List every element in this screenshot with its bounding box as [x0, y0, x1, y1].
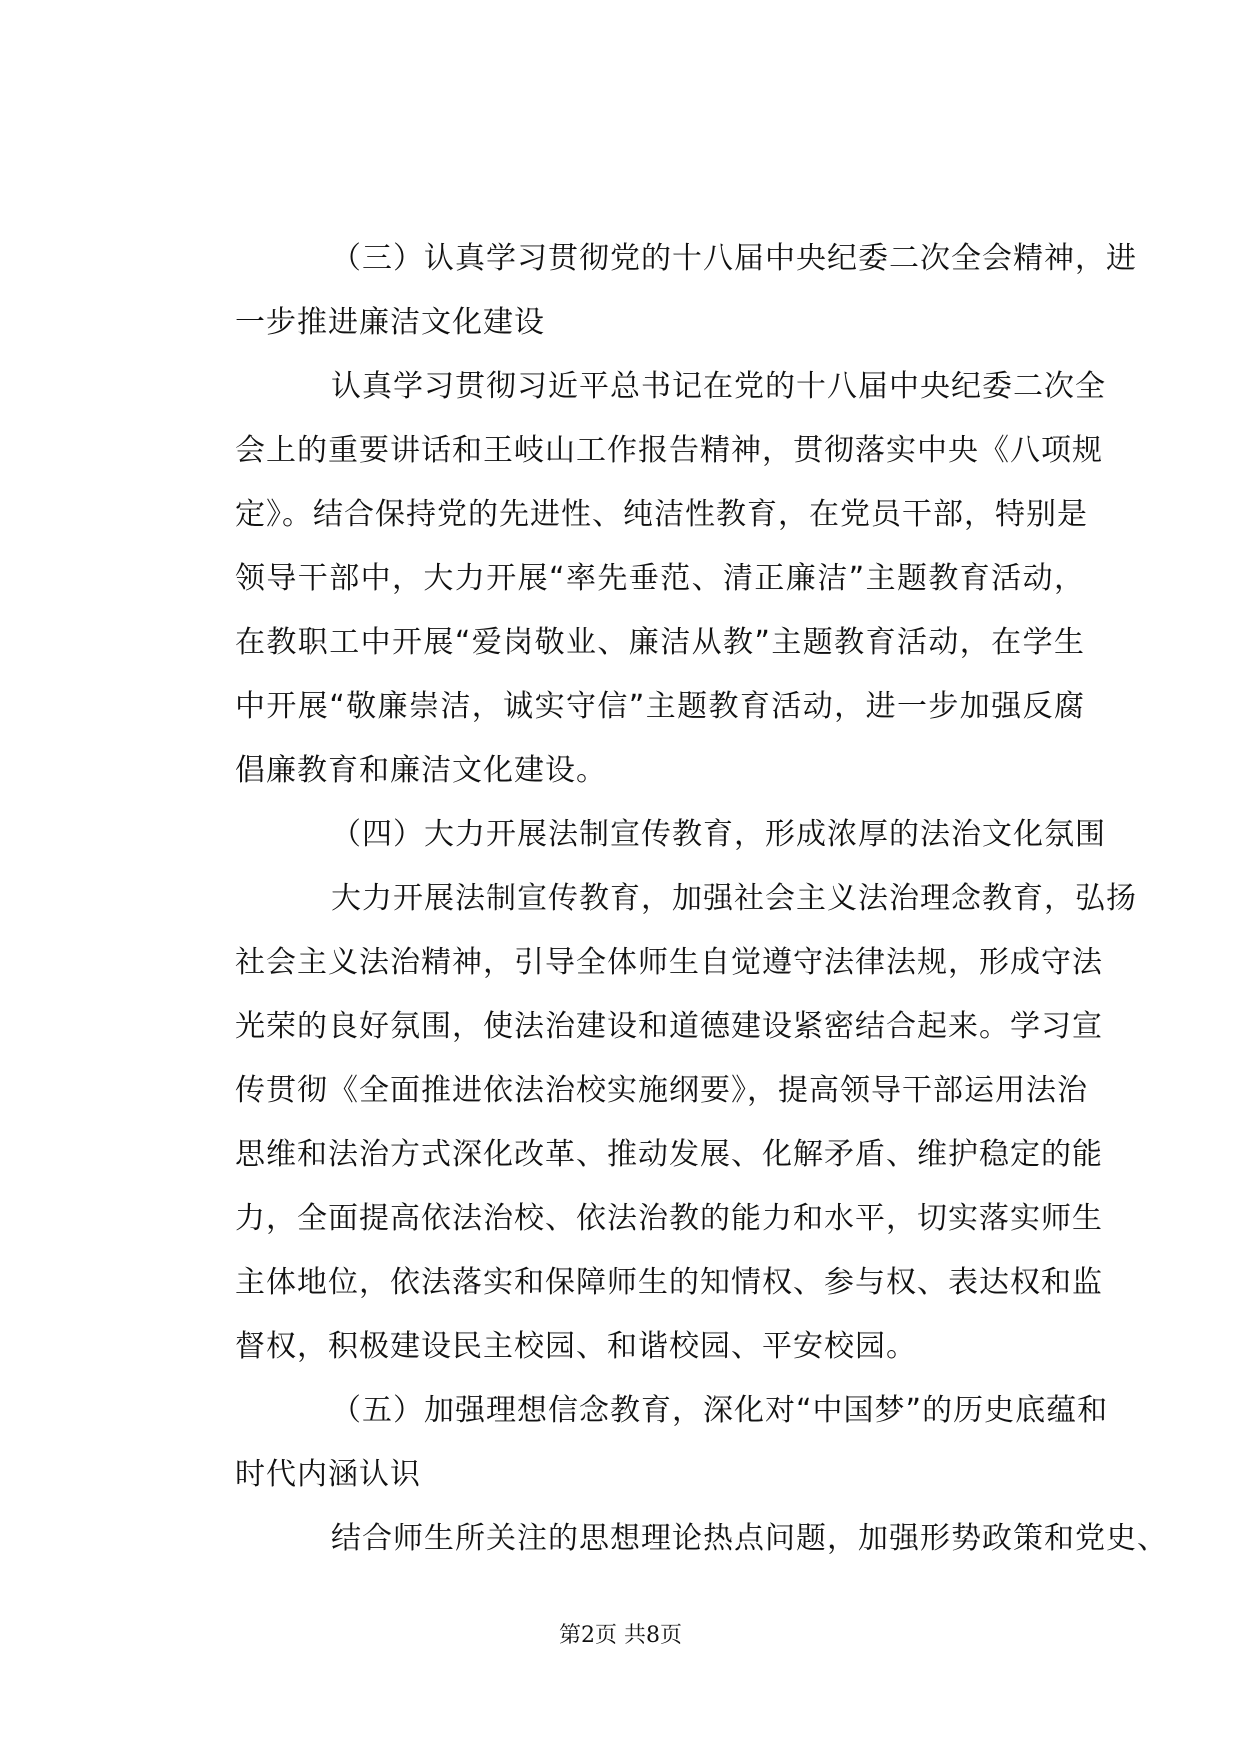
- text-line: 认真学习贯彻习近平总书记在党的十八届中央纪委二次全: [331, 369, 1106, 404]
- page-footer: 第2页 共8页: [559, 1623, 682, 1648]
- text-line: 领导干部中，大力开展“率先垂范、清正廉洁”主题教育活动，: [235, 561, 1085, 596]
- text-line: 传贯彻《全面推进依法治校实施纲要》，提高领导干部运用法治: [235, 1073, 1088, 1108]
- section-heading: [235, 803, 1106, 867]
- text-line: 会上的重要讲话和王岐山工作报告精神，贯彻落实中央《八项规: [235, 433, 1103, 468]
- text-line: 定》。结合保持党的先进性、纯洁性教育，在党员干部，特别是: [235, 497, 1088, 532]
- document-body: [235, 227, 1168, 1571]
- text-line: 督权，积极建设民主校园、和谐校园、平安校园。: [235, 1329, 917, 1364]
- text-line: 主体地位，依法落实和保障师生的知情权、参与权、表达权和监: [235, 1265, 1103, 1300]
- text-line: （三）认真学习贯彻党的十八届中央纪委二次全会精神，进: [331, 241, 1137, 276]
- text-line: 社会主义法治精神，引导全体师生自觉遵守法律法规，形成守法: [235, 945, 1103, 980]
- text-line: （四）大力开展法制宣传教育，形成浓厚的法治文化氛围: [331, 817, 1106, 852]
- body-paragraph: [235, 1507, 1168, 1571]
- body-paragraph: [235, 355, 1106, 803]
- text-line: 光荣的良好氛围，使法治建设和道德建设紧密结合起来。学习宣: [235, 1009, 1103, 1044]
- body-paragraph: [235, 867, 1137, 1379]
- text-line: 倡廉教育和廉洁文化建设。: [235, 753, 607, 788]
- text-line: 在教职工中开展“爱岗敬业、廉洁从教”主题教育活动，在学生: [235, 625, 1085, 660]
- section-heading: [235, 1379, 1109, 1507]
- text-line: （五）加强理想信念教育，深化对“中国梦”的历史底蕴和: [331, 1393, 1109, 1428]
- text-line: 思维和法治方式深化改革、推动发展、化解矛盾、维护稳定的能: [235, 1137, 1103, 1172]
- text-line: 时代内涵认识: [235, 1457, 421, 1492]
- text-line: 中开展“敬廉崇洁，诚实守信”主题教育活动，进一步加强反腐: [235, 689, 1085, 724]
- text-line: 力，全面提高依法治校、依法治教的能力和水平，切实落实师生: [235, 1201, 1103, 1236]
- text-line: 大力开展法制宣传教育，加强社会主义法治理念教育，弘扬: [331, 881, 1137, 916]
- section-heading: [235, 227, 1137, 355]
- text-line: 一步推进廉洁文化建设: [235, 305, 545, 340]
- text-line: 结合师生所关注的思想理论热点问题，加强形势政策和党史、: [331, 1521, 1168, 1556]
